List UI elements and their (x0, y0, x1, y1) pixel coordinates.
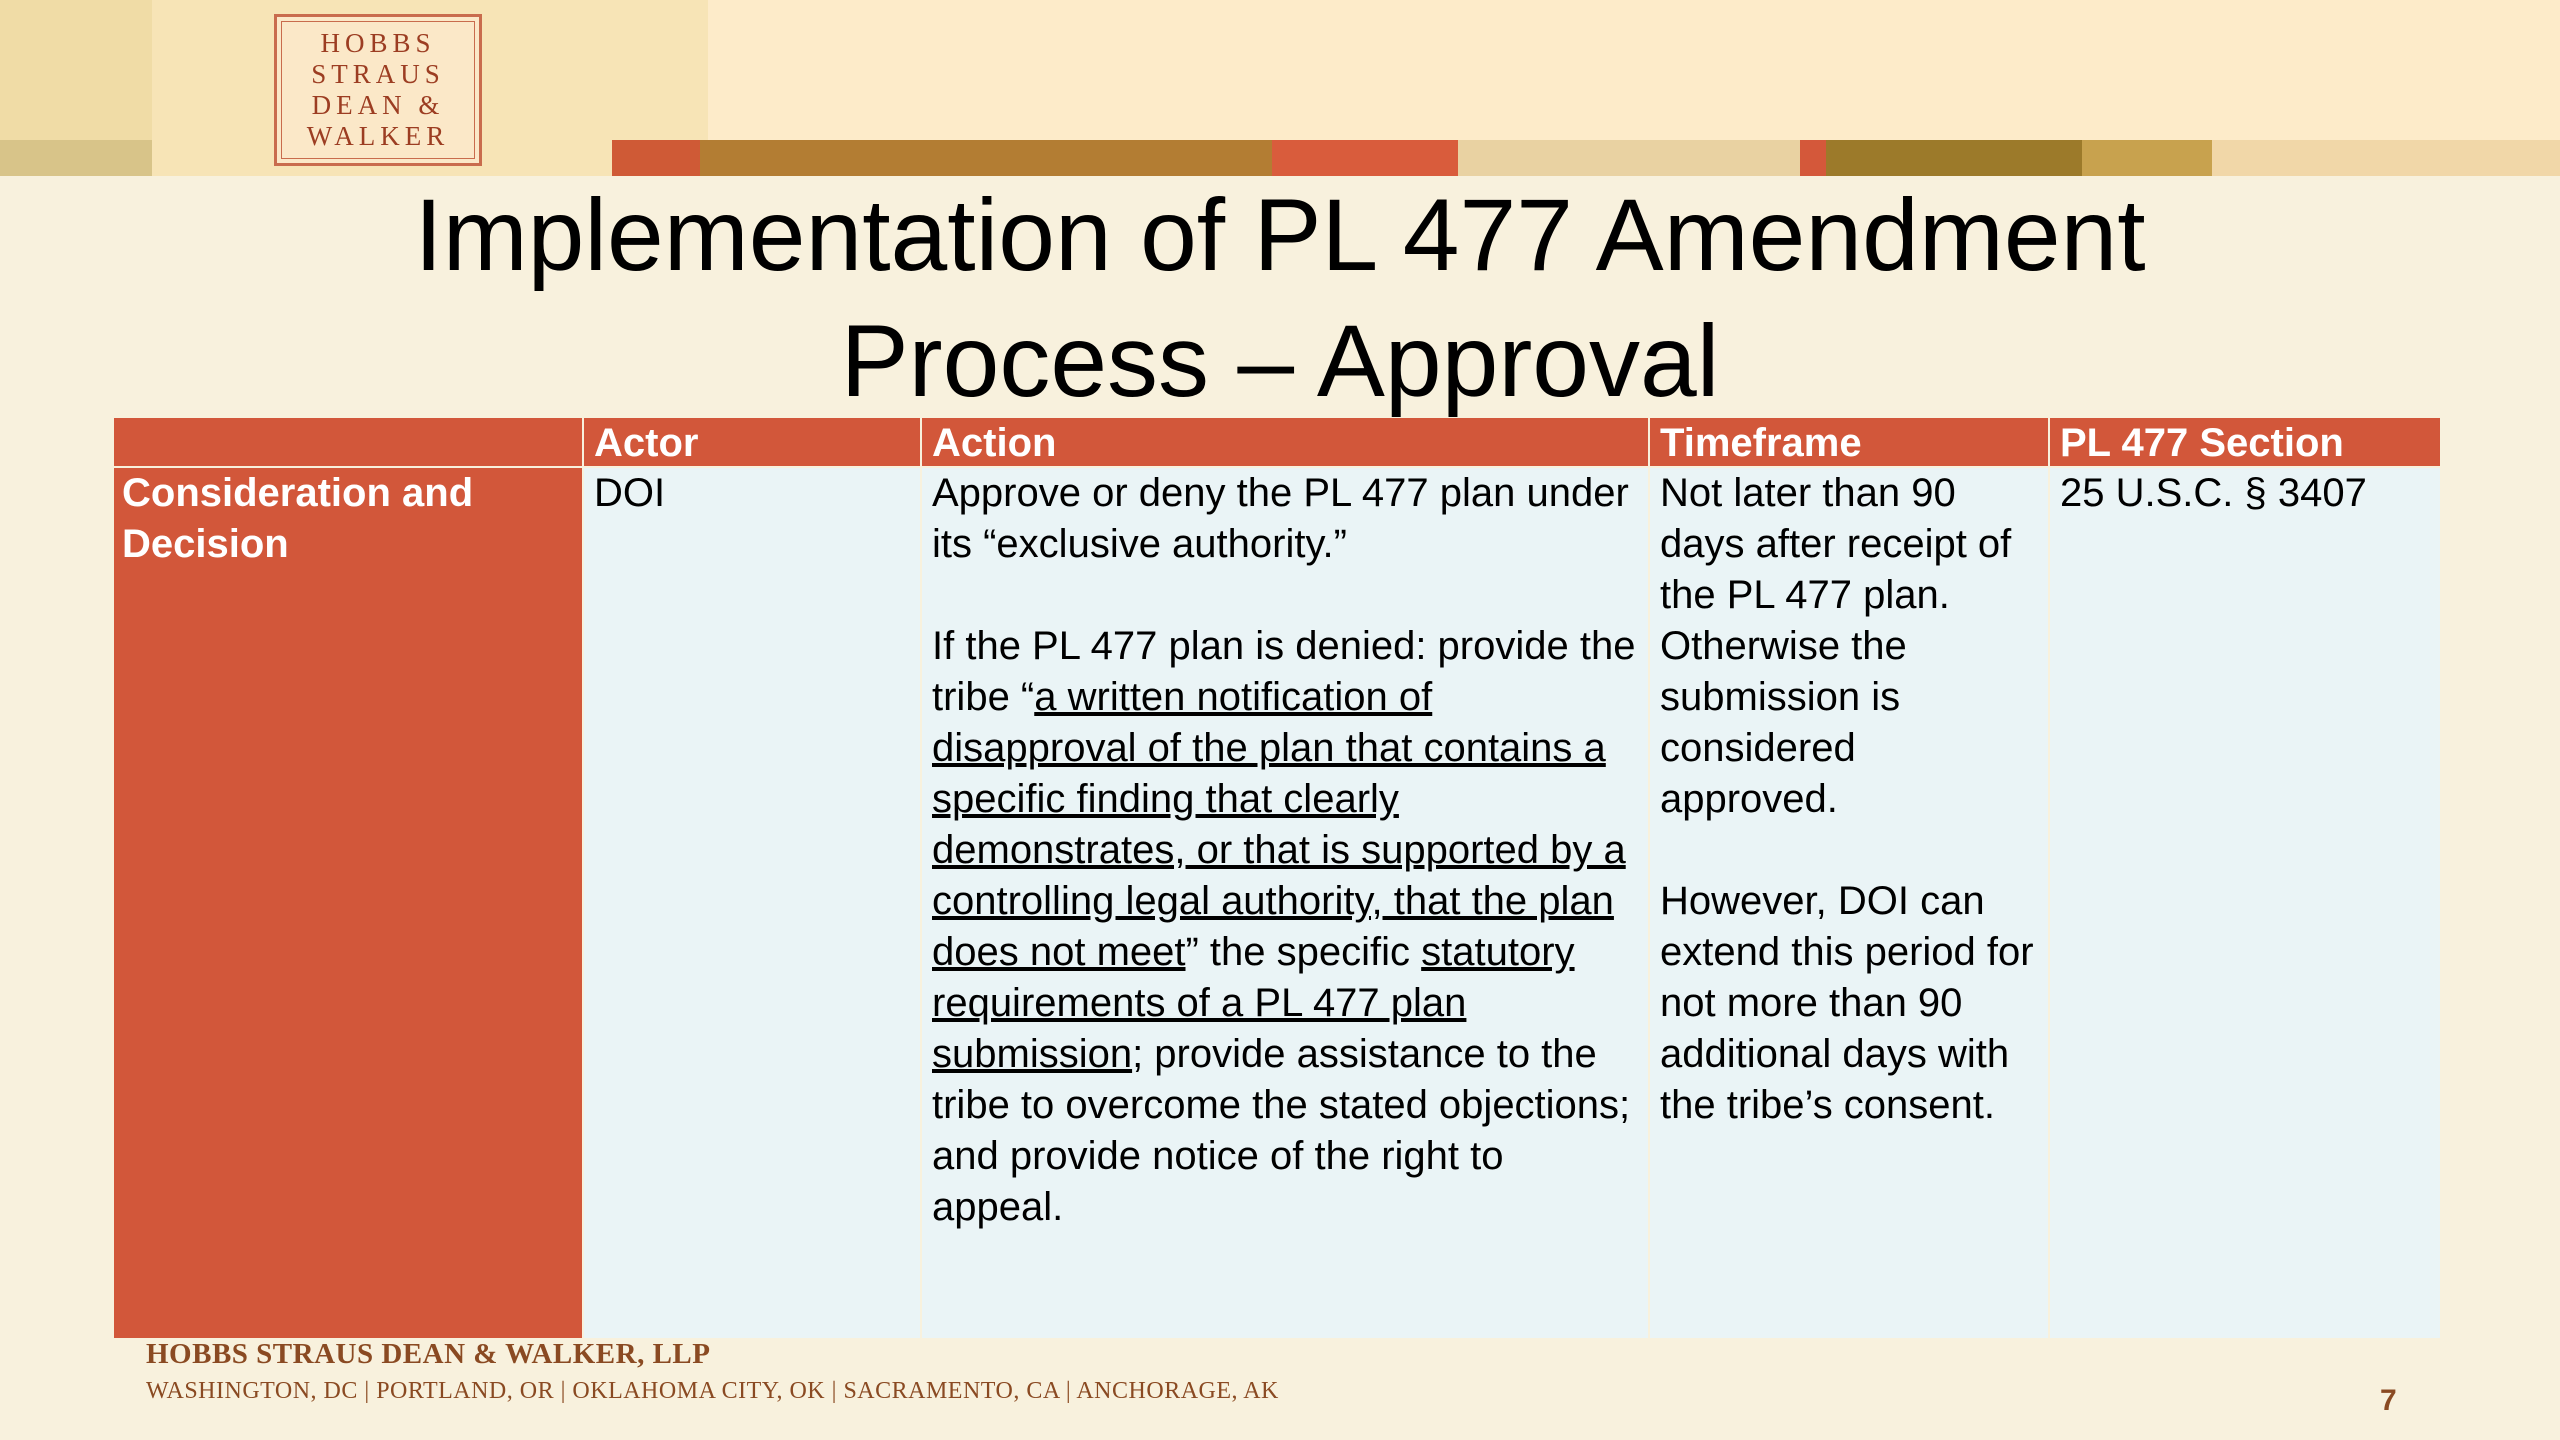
footer-firm-name: HOBBS STRAUS DEAN & WALKER, LLP (146, 1338, 711, 1370)
cell-section: 25 U.S.C. § 3407 (2050, 468, 2440, 1338)
action-paragraph-2 (932, 621, 1638, 1233)
header-action: Action (922, 418, 1648, 466)
action-paragraph-1: Approve or deny the PL 477 plan under its “exclusive authority.” (932, 471, 1629, 566)
title-line-1: Implementation of PL 477 Amendment (414, 178, 2146, 292)
logo-line: WALKER (306, 121, 450, 151)
action-quoted-finding: a written notification of disapproval of the plan that contains a specific finding that clearly demonstrates, or that is supported by a controlling legal authority, that the plan does not meet (932, 675, 1626, 974)
header-section: PL 477 Section (2050, 418, 2440, 466)
row-label-consideration: Consideration and Decision (114, 468, 582, 1338)
header-timeframe: Timeframe (1650, 418, 2048, 466)
header-stage (114, 418, 582, 466)
cell-timeframe (1650, 468, 2048, 1338)
title-line-2: Process – Approval (840, 304, 1720, 418)
logo-line: STRAUS (311, 59, 445, 89)
timeframe-paragraph-1: Not later than 90 days after receipt of the PL 477 plan. Otherwise the submission is considered approved. (1660, 471, 2012, 821)
footer-office-locations: WASHINGTON, DC | PORTLAND, OR | OKLAHOMA CITY, OK | SACRAMENTO, CA | ANCHORAGE, AK (146, 1378, 1279, 1404)
action-text: ” the specific (1185, 930, 1422, 974)
firm-logo (274, 14, 482, 166)
timeframe-paragraph-2: However, DOI can extend this period for not more than 90 additional days with the tribe’s consent. (1660, 879, 2034, 1127)
header-actor: Actor (584, 418, 920, 466)
action-statutory-requirements: statutory requirements of a PL 477 plan submission (932, 930, 1575, 1076)
approval-table (114, 418, 2440, 1338)
cell-actor: DOI (584, 468, 920, 1338)
page-number: 7 (2380, 1384, 2397, 1417)
logo-line: HOBBS (320, 28, 436, 58)
slide-title (0, 172, 2560, 424)
cell-action (922, 468, 1648, 1338)
logo-line: DEAN & (311, 90, 445, 120)
action-text: If the PL 477 plan is denied: provide the tribe “ (932, 624, 1636, 719)
action-text: ; provide assistance to the tribe to overcome the stated objections; and provide notice of the right to appeal. (932, 1032, 1631, 1229)
